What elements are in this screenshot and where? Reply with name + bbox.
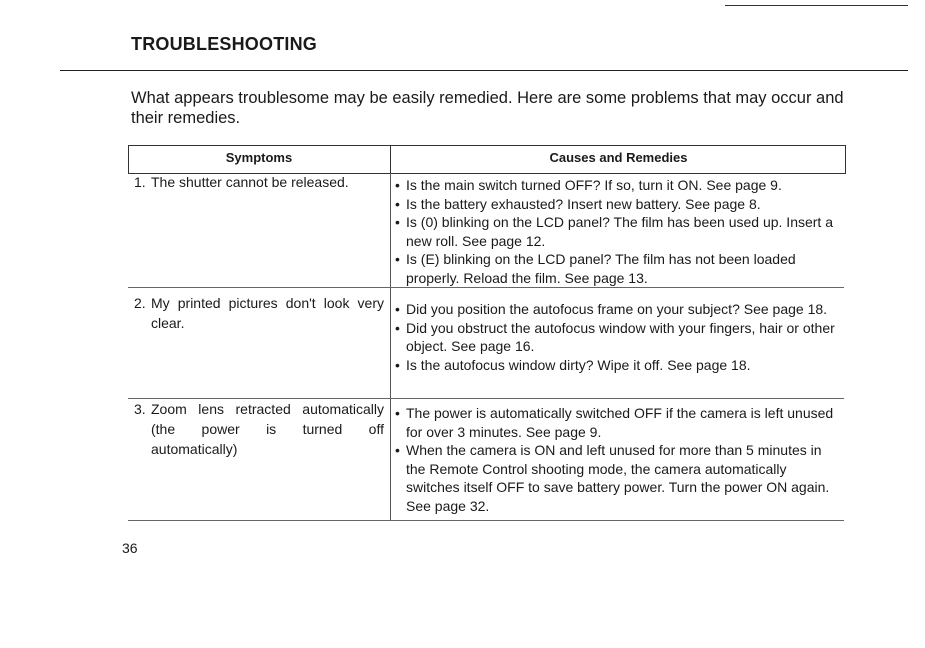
symptom-text: The shutter cannot be released. xyxy=(151,174,349,190)
remedy-item: • Is the main switch turned OFF? If so, turn it ON. See page 9. xyxy=(395,177,782,193)
page-number: 36 xyxy=(122,540,138,556)
table-row-1-remedies xyxy=(395,176,841,287)
remedy-item: • Is (E) blinking on the LCD panel? The film has not been loaded properly. Reload the film. See page 13. xyxy=(395,251,796,286)
symptom-text: My printed pictures don't look very clear. xyxy=(151,295,384,331)
bullet-icon: • xyxy=(395,251,400,267)
remedy-item: • Did you position the autofocus frame on your subject? See page 18. xyxy=(395,301,828,317)
page-title: TROUBLESHOOTING xyxy=(131,34,317,54)
symptom-text: Zoom lens retracted automatically (the power is turned off automatically) xyxy=(151,401,384,457)
bullet-icon: • xyxy=(395,405,400,421)
remedy-item: • Did you obstruct the autofocus window with your fingers, hair or other object. See page 16. xyxy=(395,319,835,354)
remedy-item: • The power is automatically switched OFF if the camera is left unused for over 3 minutes. See page 9. xyxy=(395,405,834,440)
row-number: 2. xyxy=(134,295,146,311)
remedy-item: • When the camera is ON and left unused for more than 5 minutes in the Remote Control shooting mode, the camera automatically switches itself OFF to save battery power. Turn the power ON again. See page 32. xyxy=(395,442,830,514)
intro-paragraph: What appears troublesome may be easily remedied. Here are some problems that may occur and their remedies. xyxy=(131,89,844,127)
bullet-icon: • xyxy=(395,442,400,458)
bullet-icon: • xyxy=(395,301,400,317)
remedy-item: • Is the battery exhausted? Insert new battery. See page 8. xyxy=(395,195,761,212)
bullet-icon: • xyxy=(395,319,400,336)
table-row-3-remedies xyxy=(395,404,841,515)
heading-rule xyxy=(60,70,908,71)
column-divider xyxy=(390,173,391,520)
table-row-3-symptom xyxy=(134,399,384,459)
header-symptoms: Symptoms xyxy=(225,150,293,165)
table-row-2-symptom xyxy=(134,293,384,333)
table-bottom-rule xyxy=(128,520,844,521)
row-divider xyxy=(128,287,844,288)
bullet-icon: • xyxy=(395,356,400,373)
troubleshooting-table xyxy=(128,145,846,522)
header-causes-remedies: Causes and Remedies xyxy=(549,150,688,165)
top-rule xyxy=(725,5,908,6)
bullet-icon: • xyxy=(395,214,400,230)
table-row-1-symptom xyxy=(134,172,384,192)
table-row-2-remedies xyxy=(395,300,841,374)
bullet-icon: • xyxy=(395,177,400,193)
bullet-icon: • xyxy=(395,195,400,212)
remedy-item: • Is (0) blinking on the LCD panel? The film has been used up. Insert a new roll. See page 12. xyxy=(395,214,833,249)
row-number: 3. xyxy=(134,401,146,417)
remedy-item: • Is the autofocus window dirty? Wipe it off. See page 18. xyxy=(395,356,751,373)
row-number: 1. xyxy=(134,174,146,190)
